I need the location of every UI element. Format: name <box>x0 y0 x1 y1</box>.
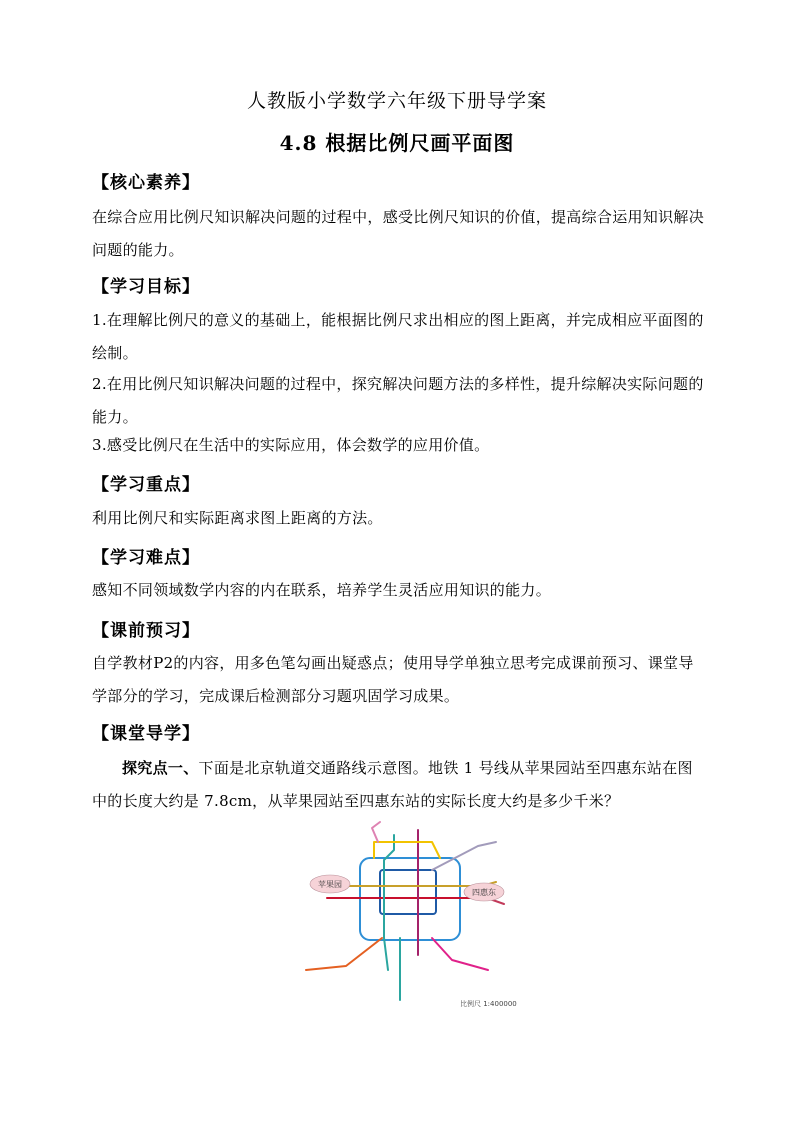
core-text: 在综合应用比例尺知识解决问题的过程中，感受比例尺知识的价值，提高综合运用知识解决问题的能力。 <box>92 208 705 259</box>
section-heading-guide: 【课堂导学】 <box>92 724 200 744</box>
difficulty-text: 感知不同领域数学内容的内在联系，培养学生灵活应用知识的能力。 <box>92 581 552 599</box>
section-heading-goals: 【学习目标】 <box>92 277 200 297</box>
goal-item-3: 3.感受比例尺在生活中的实际应用，体会数学的应用价值。 <box>92 436 490 454</box>
section-heading-preview: 【课前预习】 <box>92 621 200 641</box>
map-line-yizhuang <box>432 938 488 970</box>
map-line-4 <box>384 835 394 970</box>
explore-point-text: 下面是北京轨道交通路线示意图。地铁 1 号线从苹果园站至四惠东站在图中的长度大约是 7.8cm，从苹果园站至四惠东站的实际长度大约是多少千米？ <box>92 759 693 810</box>
focus-text: 利用比例尺和实际距离求图上距离的方法。 <box>92 509 383 527</box>
lesson-title: 4.8 根据比例尺画平面图 <box>279 131 515 155</box>
explore-point-label: 探究点一、 <box>122 759 199 777</box>
map-line-2 <box>380 870 436 914</box>
section-heading-difficulty: 【学习难点】 <box>92 548 200 568</box>
map-line-13 <box>374 842 440 858</box>
beijing-subway-map <box>282 820 542 1010</box>
section-heading-focus: 【学习重点】 <box>92 475 200 495</box>
preview-text: 自学教材P2的内容，用多色笔勾画出疑惑点；使用导学单独立思考完成课前预习、课堂导学部分的学习，完成课后检测部分习题巩固学习成果。 <box>92 654 694 705</box>
goal-item-1: 1.在理解比例尺的意义的基础上，能根据比例尺求出相应的图上距离，并完成相应平面图的绘制。 <box>92 311 704 362</box>
map-scale-text: 比例尺 1:400000 <box>460 1000 517 1008</box>
map-line-fangshan <box>306 938 382 970</box>
map-label-pingguoyuan: 苹果园 <box>318 880 342 889</box>
guide-text <box>92 752 704 818</box>
map-line-airport <box>432 842 496 870</box>
section-heading-core: 【核心素养】 <box>92 173 200 193</box>
document-title: 人教版小学数学六年级下册导学案 <box>246 90 547 112</box>
goal-item-2: 2.在用比例尺知识解决问题的过程中，探究解决问题方法的多样性，提升综解决实际问题的能力。 <box>92 375 704 426</box>
map-line-changping <box>372 822 380 842</box>
map-label-sihuidong: 四惠东 <box>472 888 496 897</box>
